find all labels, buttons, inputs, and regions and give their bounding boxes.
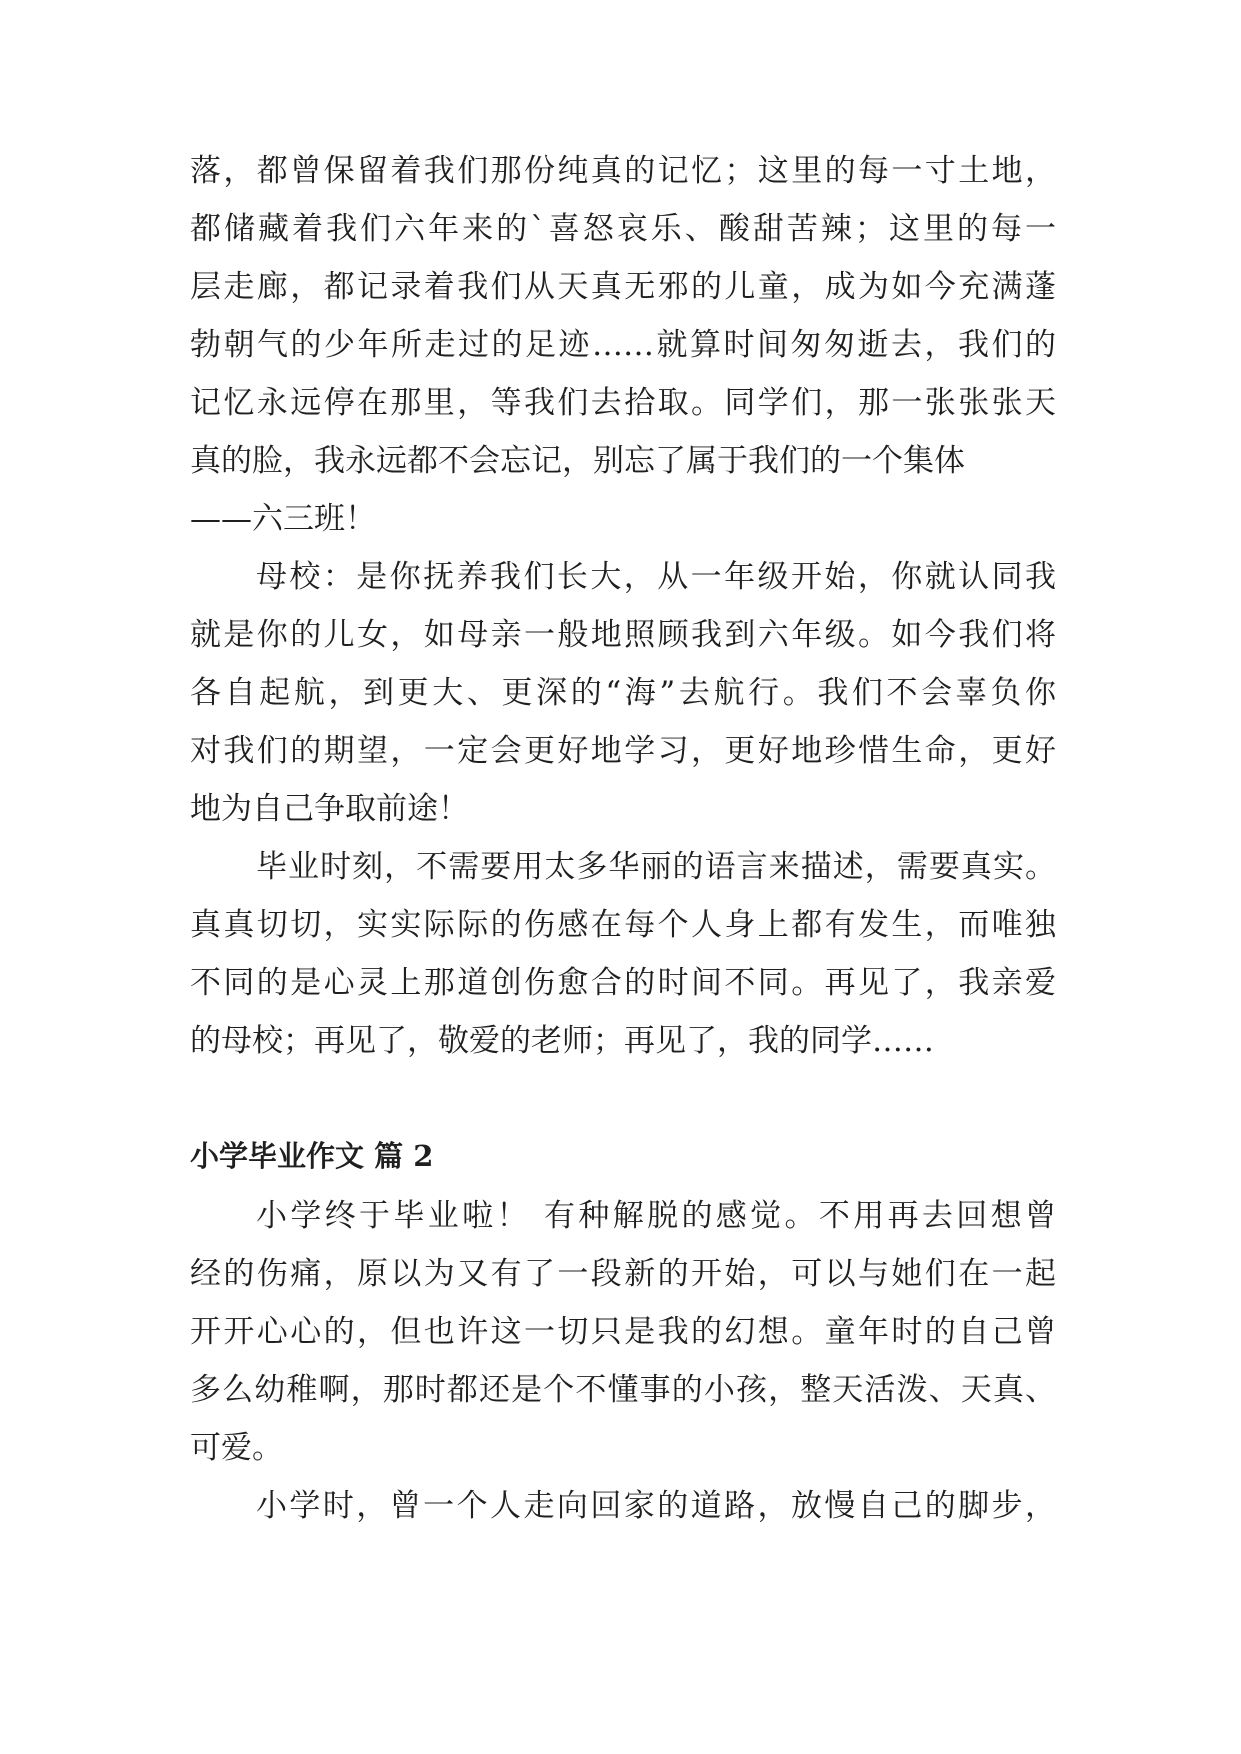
paragraph-line: 小学时，曾一个人走向回家的道路，放慢自己的脚步， <box>256 1488 1056 1524</box>
paragraph-line: 毕业时刻，不需要用太多华丽的语言来描述，需要真实。 <box>256 849 1056 885</box>
paragraph-line: 经的伤痛，原以为又有了一段新的开始，可以与她们在一起 <box>190 1256 1056 1292</box>
section-heading: 小学毕业作文 篇 2 <box>190 1139 434 1173</box>
paragraph-line: 勃朝气的少年所走过的足迹……就算时间匆匆逝去，我们的 <box>190 327 1056 363</box>
paragraph-line: 真的脸，我永远都不会忘记，别忘了属于我们的一个集体 <box>190 443 965 479</box>
paragraph-line: 小学终于毕业啦！ 有种解脱的感觉。不用再去回想曾 <box>256 1198 1056 1234</box>
paragraph-line: 层走廊，都记录着我们从天真无邪的儿童，成为如今充满蓬 <box>190 269 1056 305</box>
paragraph-line: 多么幼稚啊，那时都还是个不懂事的小孩，整天活泼、天真、 <box>190 1372 1056 1408</box>
paragraph-line: 可爱。 <box>190 1430 283 1466</box>
paragraph-line: 不同的是心灵上那道创伤愈合的时间不同。再见了，我亲爱 <box>190 965 1056 1001</box>
paragraph-line: 的母校；再见了，敬爱的老师；再见了，我的同学…… <box>190 1023 934 1059</box>
paragraph-line: ——六三班！ <box>190 501 376 537</box>
paragraph-line: 母校：是你抚养我们长大，从一年级开始，你就认同我 <box>256 559 1056 595</box>
paragraph-line: 记忆永远停在那里，等我们去拾取。同学们，那一张张张天 <box>190 385 1056 421</box>
paragraph-line: 就是你的儿女，如母亲一般地照顾我到六年级。如今我们将 <box>190 617 1056 653</box>
paragraph-line: 对我们的期望，一定会更好地学习，更好地珍惜生命，更好 <box>190 733 1056 769</box>
paragraph-line: 落，都曾保留着我们那份纯真的记忆；这里的每一寸土地， <box>190 153 1056 189</box>
paragraph-line: 真真切切，实实际际的伤感在每个人身上都有发生，而唯独 <box>190 907 1056 943</box>
paragraph-line: 地为自己争取前途！ <box>190 791 469 827</box>
paragraph-line: 开开心心的，但也许这一切只是我的幻想。童年时的自己曾 <box>190 1314 1056 1350</box>
paragraph-line: 都储藏着我们六年来的`喜怒哀乐、酸甜苦辣；这里的每一 <box>190 211 1056 247</box>
paragraph-line: 各自起航，到更大、更深的“海”去航行。我们不会辜负你 <box>190 675 1056 711</box>
